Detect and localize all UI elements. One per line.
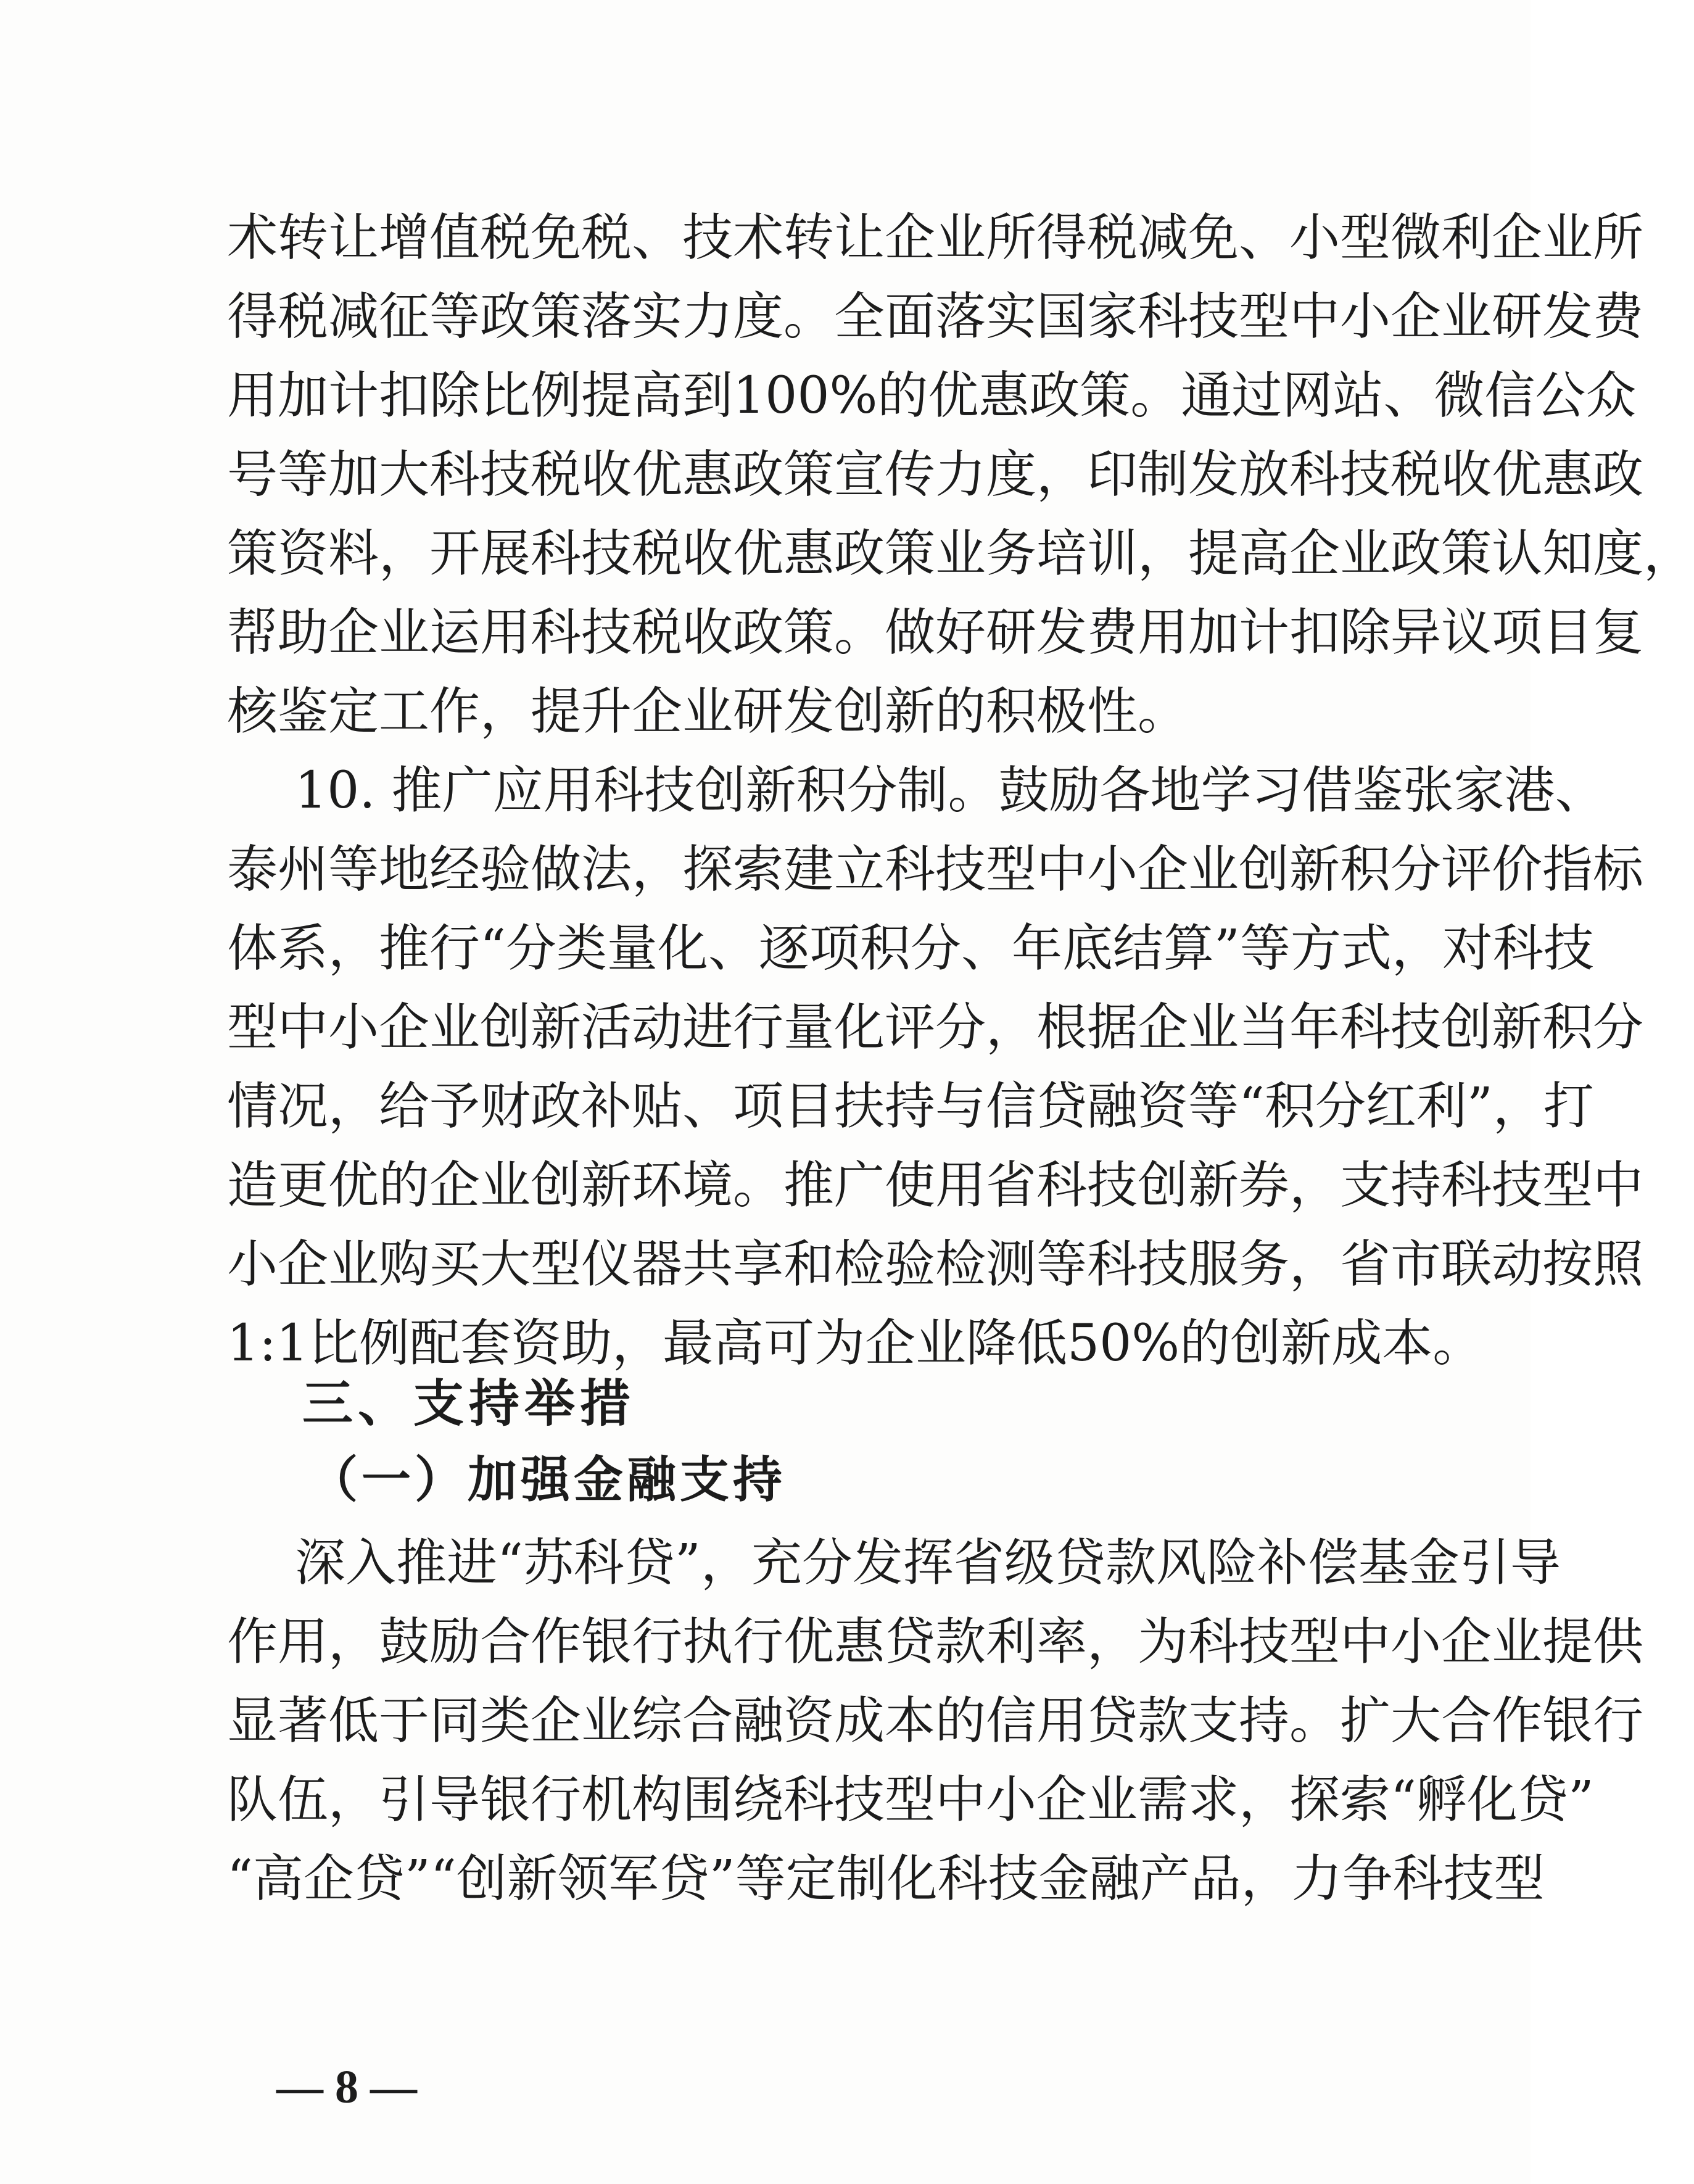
paragraph-2-line-7: 小企业购买大型仪器共享和检验检测等科技服务，省市联动按照 (227, 1235, 1644, 1294)
paragraph-1-line-3: 用加计扣除比例提高到100%的优惠政策。通过网站、微信公众 (227, 366, 1637, 425)
paragraph-1-line-5: 策资料，开展科技税收优惠政策业务培训，提高企业政策认知度， (227, 524, 1694, 583)
paragraph-3-line-4: 队伍，引导银行机构围绕科技型中小企业需求，探索“孵化贷” (227, 1771, 1594, 1829)
paragraph-3-line-2: 作用，鼓励合作银行执行优惠贷款利率，为科技型中小企业提供 (227, 1613, 1644, 1671)
subsection-heading: （一）加强金融支持 (308, 1450, 786, 1508)
paragraph-2-line-2: 泰州等地经验做法，探索建立科技型中小企业创新积分评价指标 (227, 840, 1644, 899)
paragraph-2-line-6: 造更优的企业创新环境。推广使用省科技创新券，支持科技型中 (227, 1156, 1644, 1215)
paragraph-1-line-1: 术转让增值税免税、技术转让企业所得税减免、小型微利企业所 (227, 209, 1644, 267)
section-heading: 三、支持举措 (302, 1375, 636, 1433)
paragraph-2-line-8: 1:1比例配套资助，最高可为企业降低50%的创新成本。 (227, 1314, 1484, 1373)
paragraph-1-line-6: 帮助企业运用科技税收政策。做好研发费用加计扣除异议项目复 (227, 603, 1644, 662)
paragraph-2-line-4: 型中小企业创新活动进行量化评分，根据企业当年科技创新积分 (227, 998, 1644, 1057)
paragraph-2-line-5: 情况，给予财政补贴、项目扶持与信贷融资等“积分红利”，打 (227, 1077, 1594, 1136)
page-number: — 8 — (276, 2061, 417, 2113)
paragraph-3-line-3: 显著低于同类企业综合融资成本的信用贷款支持。扩大合作银行 (227, 1692, 1644, 1750)
paragraph-3-line-1: 深入推进“苏科贷”，充分发挥省级贷款风险补偿基金引导 (295, 1534, 1561, 1592)
paragraph-2-line-3: 体系，推行“分类量化、逐项积分、年底结算”等方式，对科技 (227, 919, 1594, 978)
paragraph-1-line-4: 号等加大科技税收优惠政策宣传力度，印制发放科技税收优惠政 (227, 445, 1644, 504)
paragraph-1-line-2: 得税减征等政策落实力度。全面落实国家科技型中小企业研发费 (227, 287, 1644, 346)
paragraph-3-line-5: “高企贷”“创新领军贷”等定制化科技金融产品，力争科技型 (227, 1850, 1545, 1908)
paragraph-2-line-1: 10. 推广应用科技创新积分制。鼓励各地学习借鉴张家港、 (295, 761, 1606, 820)
paragraph-1-line-7: 核鉴定工作，提升企业研发创新的积极性。 (227, 682, 1189, 741)
